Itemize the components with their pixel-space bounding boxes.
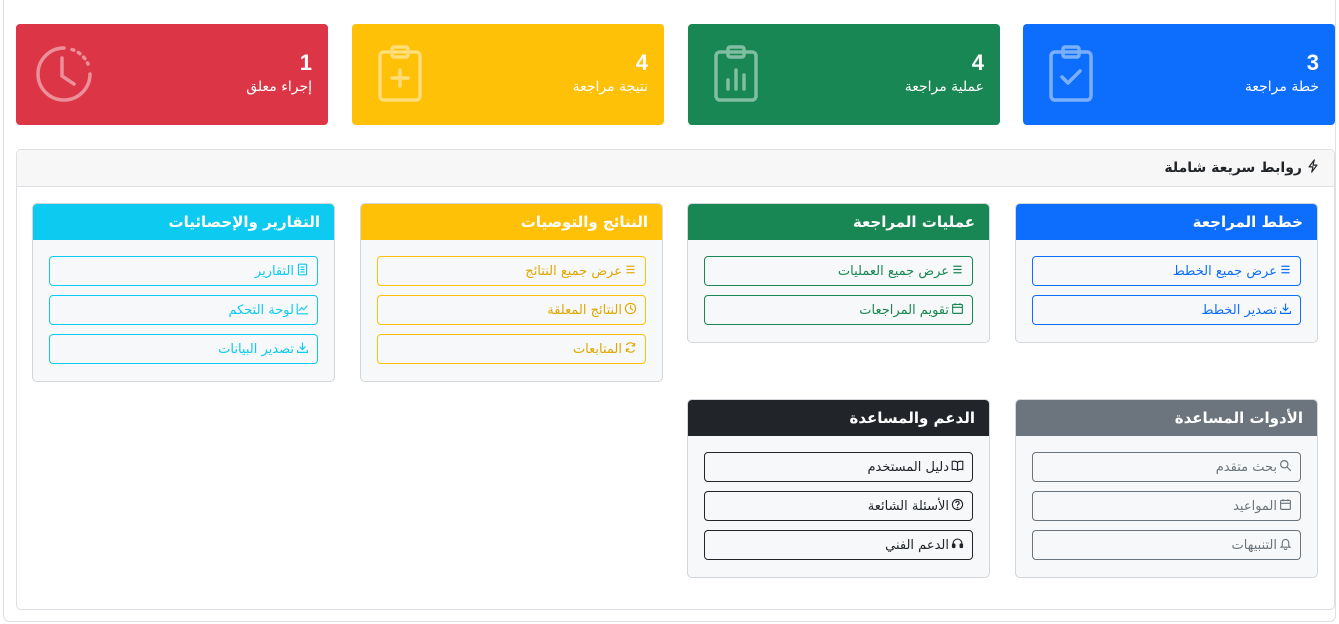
faq-button[interactable] (704, 491, 973, 521)
dashboard-button[interactable] (49, 295, 318, 325)
button-label: عرض جميع الخطط (1172, 263, 1277, 279)
audit-calendar-button[interactable] (704, 295, 973, 325)
card-title: الأدوات المساعدة (1016, 400, 1317, 436)
card-title: النتائج والتوصيات (361, 204, 662, 240)
clipboard-check-icon (1041, 44, 1101, 104)
clock-icon (624, 302, 637, 319)
bell-icon (1279, 537, 1292, 554)
clipboard-chart-icon (706, 44, 766, 104)
button-label: التقارير (254, 263, 294, 279)
card-helper-tools (1015, 399, 1318, 578)
reports-button[interactable] (49, 256, 318, 286)
button-label: الدعم الفني (885, 537, 949, 553)
button-label: لوحة التحكم (228, 302, 294, 318)
pending-results-button[interactable] (377, 295, 646, 325)
card-title: التقارير والإحصائيات (33, 204, 334, 240)
list-icon (1279, 263, 1292, 280)
advanced-search-button[interactable] (1032, 452, 1301, 482)
button-label: تصدير الخطط (1201, 302, 1277, 318)
quick-links-title: روابط سريعة شاملة (1164, 160, 1302, 176)
stat-number: 4 (635, 50, 648, 75)
button-label: دليل المستخدم (867, 459, 949, 475)
stat-number: 3 (1306, 50, 1319, 75)
button-label: تقويم المراجعات (859, 302, 949, 318)
quick-links-panel (16, 149, 1335, 610)
button-label: النتائج المعلقة (547, 302, 622, 318)
list-icon (624, 263, 637, 280)
search-icon (1279, 459, 1292, 476)
card-results-recommendations (360, 203, 663, 382)
user-guide-button[interactable] (704, 452, 973, 482)
view-all-operations-button[interactable] (704, 256, 973, 286)
view-all-results-button[interactable] (377, 256, 646, 286)
document-icon (296, 263, 309, 280)
stat-number: 4 (971, 50, 984, 75)
stat-label: خطة مراجعة (1244, 79, 1319, 95)
button-label: عرض جميع العمليات (837, 263, 949, 279)
lightning-icon (1306, 159, 1320, 177)
card-audit-plans (1015, 203, 1318, 343)
button-label: عرض جميع النتائج (525, 263, 622, 279)
stat-card-audit-plans[interactable] (1023, 24, 1335, 125)
headset-icon (951, 537, 964, 554)
download-icon (1279, 302, 1292, 319)
technical-support-button[interactable] (704, 530, 973, 560)
button-label: بحث متقدم (1215, 459, 1277, 475)
book-icon (951, 459, 964, 476)
stat-number: 1 (299, 50, 312, 75)
button-label: الأسئلة الشائعة (867, 498, 949, 514)
card-audit-operations (687, 203, 990, 343)
alerts-button[interactable] (1032, 530, 1301, 560)
stat-label: عملية مراجعة (904, 79, 984, 95)
clock-history-icon (34, 44, 94, 104)
calendar-icon (951, 302, 964, 319)
button-label: المتابعات (572, 341, 622, 357)
card-title: خطط المراجعة (1016, 204, 1317, 240)
button-label: تصدير البيانات (218, 341, 294, 357)
download-icon (296, 341, 309, 358)
card-title: عمليات المراجعة (688, 204, 989, 240)
export-plans-button[interactable] (1032, 295, 1301, 325)
card-title: الدعم والمساعدة (688, 400, 989, 436)
stat-card-pending-actions[interactable] (16, 24, 328, 125)
question-circle-icon (951, 498, 964, 515)
export-data-button[interactable] (49, 334, 318, 364)
follow-ups-button[interactable] (377, 334, 646, 364)
button-label: التنبيهات (1231, 537, 1277, 553)
card-reports-statistics (32, 203, 335, 382)
list-icon (951, 263, 964, 280)
view-all-plans-button[interactable] (1032, 256, 1301, 286)
calendar-icon (1279, 498, 1292, 515)
stat-label: نتيجة مراجعة (572, 79, 648, 95)
stat-card-audit-results[interactable] (352, 24, 664, 125)
chart-line-icon (296, 302, 309, 319)
card-support-help (687, 399, 990, 578)
clipboard-plus-icon (370, 44, 430, 104)
stat-label: إجراء معلق (246, 79, 312, 95)
button-label: المواعيد (1233, 498, 1277, 514)
appointments-button[interactable] (1032, 491, 1301, 521)
refresh-icon (624, 341, 637, 358)
stat-card-audit-operations[interactable] (688, 24, 1000, 125)
quick-links-header (17, 150, 1334, 187)
